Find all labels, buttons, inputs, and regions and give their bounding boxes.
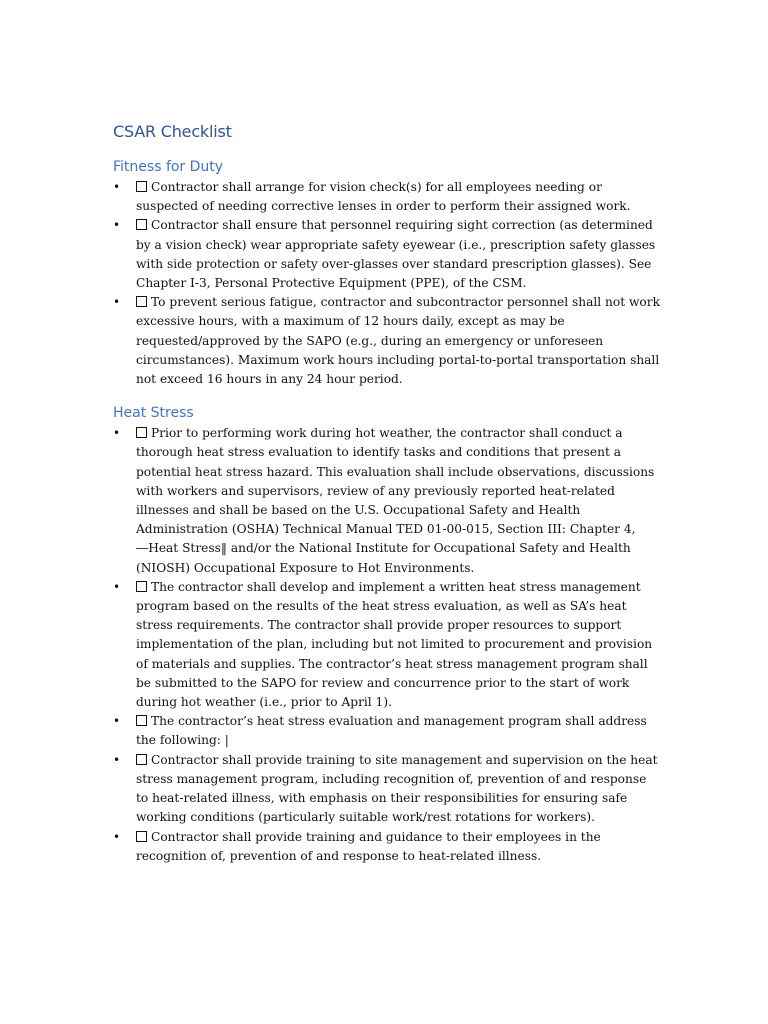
checkbox-icon[interactable] xyxy=(136,581,147,592)
bullet-icon: • xyxy=(113,218,121,233)
list-item xyxy=(113,293,661,389)
checklist-heat-stress xyxy=(113,424,661,866)
list-item-text: Contractor shall arrange for vision check(s) for all employees needing or suspected of needing corrective lenses in order to perform their assigned work. xyxy=(136,180,631,214)
checkbox-icon[interactable] xyxy=(136,754,147,765)
bullet-icon: • xyxy=(113,426,121,441)
checkbox-icon[interactable] xyxy=(136,296,147,307)
list-item-text: The contractor shall develop and implement a written heat stress management program based on the results of the heat stress evaluation, as well as SA’s heat stress requirements. The contractor shall provide proper resources to support implementation of the plan, including but not limited to procurement and provision of materials and supplies. The contractor’s heat stress management program shall be submitted to the SAPO for review and concurrence prior to the start of work during hot weather (i.e., prior to April 1). xyxy=(136,579,653,710)
bullet-icon: • xyxy=(113,579,121,594)
list-item-text: Contractor shall provide training and guidance to their employees in the recognition of, prevention of and response to heat-related illness. xyxy=(136,829,601,863)
bullet-icon: • xyxy=(113,180,121,194)
document-title: CSAR Checklist xyxy=(113,122,232,141)
checkbox-icon[interactable] xyxy=(136,427,147,438)
section-heading-fitness-for-duty: Fitness for Duty xyxy=(113,159,224,175)
section-heading-heat-stress: Heat Stress xyxy=(113,405,194,422)
list-item xyxy=(113,751,661,828)
list-item xyxy=(113,828,661,866)
list-item xyxy=(113,424,661,578)
bullet-icon: • xyxy=(113,829,121,844)
checkbox-icon[interactable] xyxy=(136,219,147,230)
checkbox-icon[interactable] xyxy=(136,831,147,842)
document-page xyxy=(113,122,661,866)
list-item-text: To prevent serious fatigue, contractor and subcontractor personnel shall not work excessive hours, with a maximum of 12 hours daily, except as may be requested/approved by the SAPO (e.g., during an emergency or unforeseen circumstances). Maximum work hours including portal-to-portal transportation shall not exceed 16 hours in any 24 hour period. xyxy=(136,295,660,387)
list-item-text: The contractor’s heat stress evaluation and management program shall address the following: | xyxy=(136,714,647,748)
list-item-text: Prior to performing work during hot weather, the contractor shall conduct a thorough heat stress evaluation to identify tasks and conditions that present a potential heat stress hazard. This evaluation shall include observations, discussions with workers and supervisors, review of any previously reported heat-related illnesses and shall be based on the U.S. Occupational Safety and Health Administration (OSHA) Technical Manual TED 01-00-015, Section III: Chapter 4, ―Heat Stress‖ and/or the National Institute for Occupational Safety and Health (NIOSH) Occupational Exposure to Hot Environments. xyxy=(136,426,655,575)
list-item xyxy=(113,578,661,712)
checkbox-icon[interactable] xyxy=(136,715,147,726)
checkbox-icon[interactable] xyxy=(136,181,147,192)
list-item-text: Contractor shall ensure that personnel requiring sight correction (as determined by a vision check) wear appropriate safety eyewear (i.e., prescription safety glasses with side protection or safety over-glasses over standard prescription glasses). See Chapter I-3, Personal Protective Equipment (PPE), of the CSM. xyxy=(136,218,656,291)
bullet-icon: • xyxy=(113,295,121,310)
list-item xyxy=(113,178,661,216)
bullet-icon: • xyxy=(113,714,121,729)
list-item-text: Contractor shall provide training to site management and supervision on the heat stress management program, including recognition of, prevention of and response to heat-related illness, with emphasis on their responsibilities for ensuring safe working conditions (particularly suitable work/rest rotations for workers). xyxy=(136,752,658,825)
bullet-icon: • xyxy=(113,752,121,767)
checklist-fitness-for-duty xyxy=(113,178,661,389)
list-item xyxy=(113,216,661,293)
list-item xyxy=(113,712,661,750)
